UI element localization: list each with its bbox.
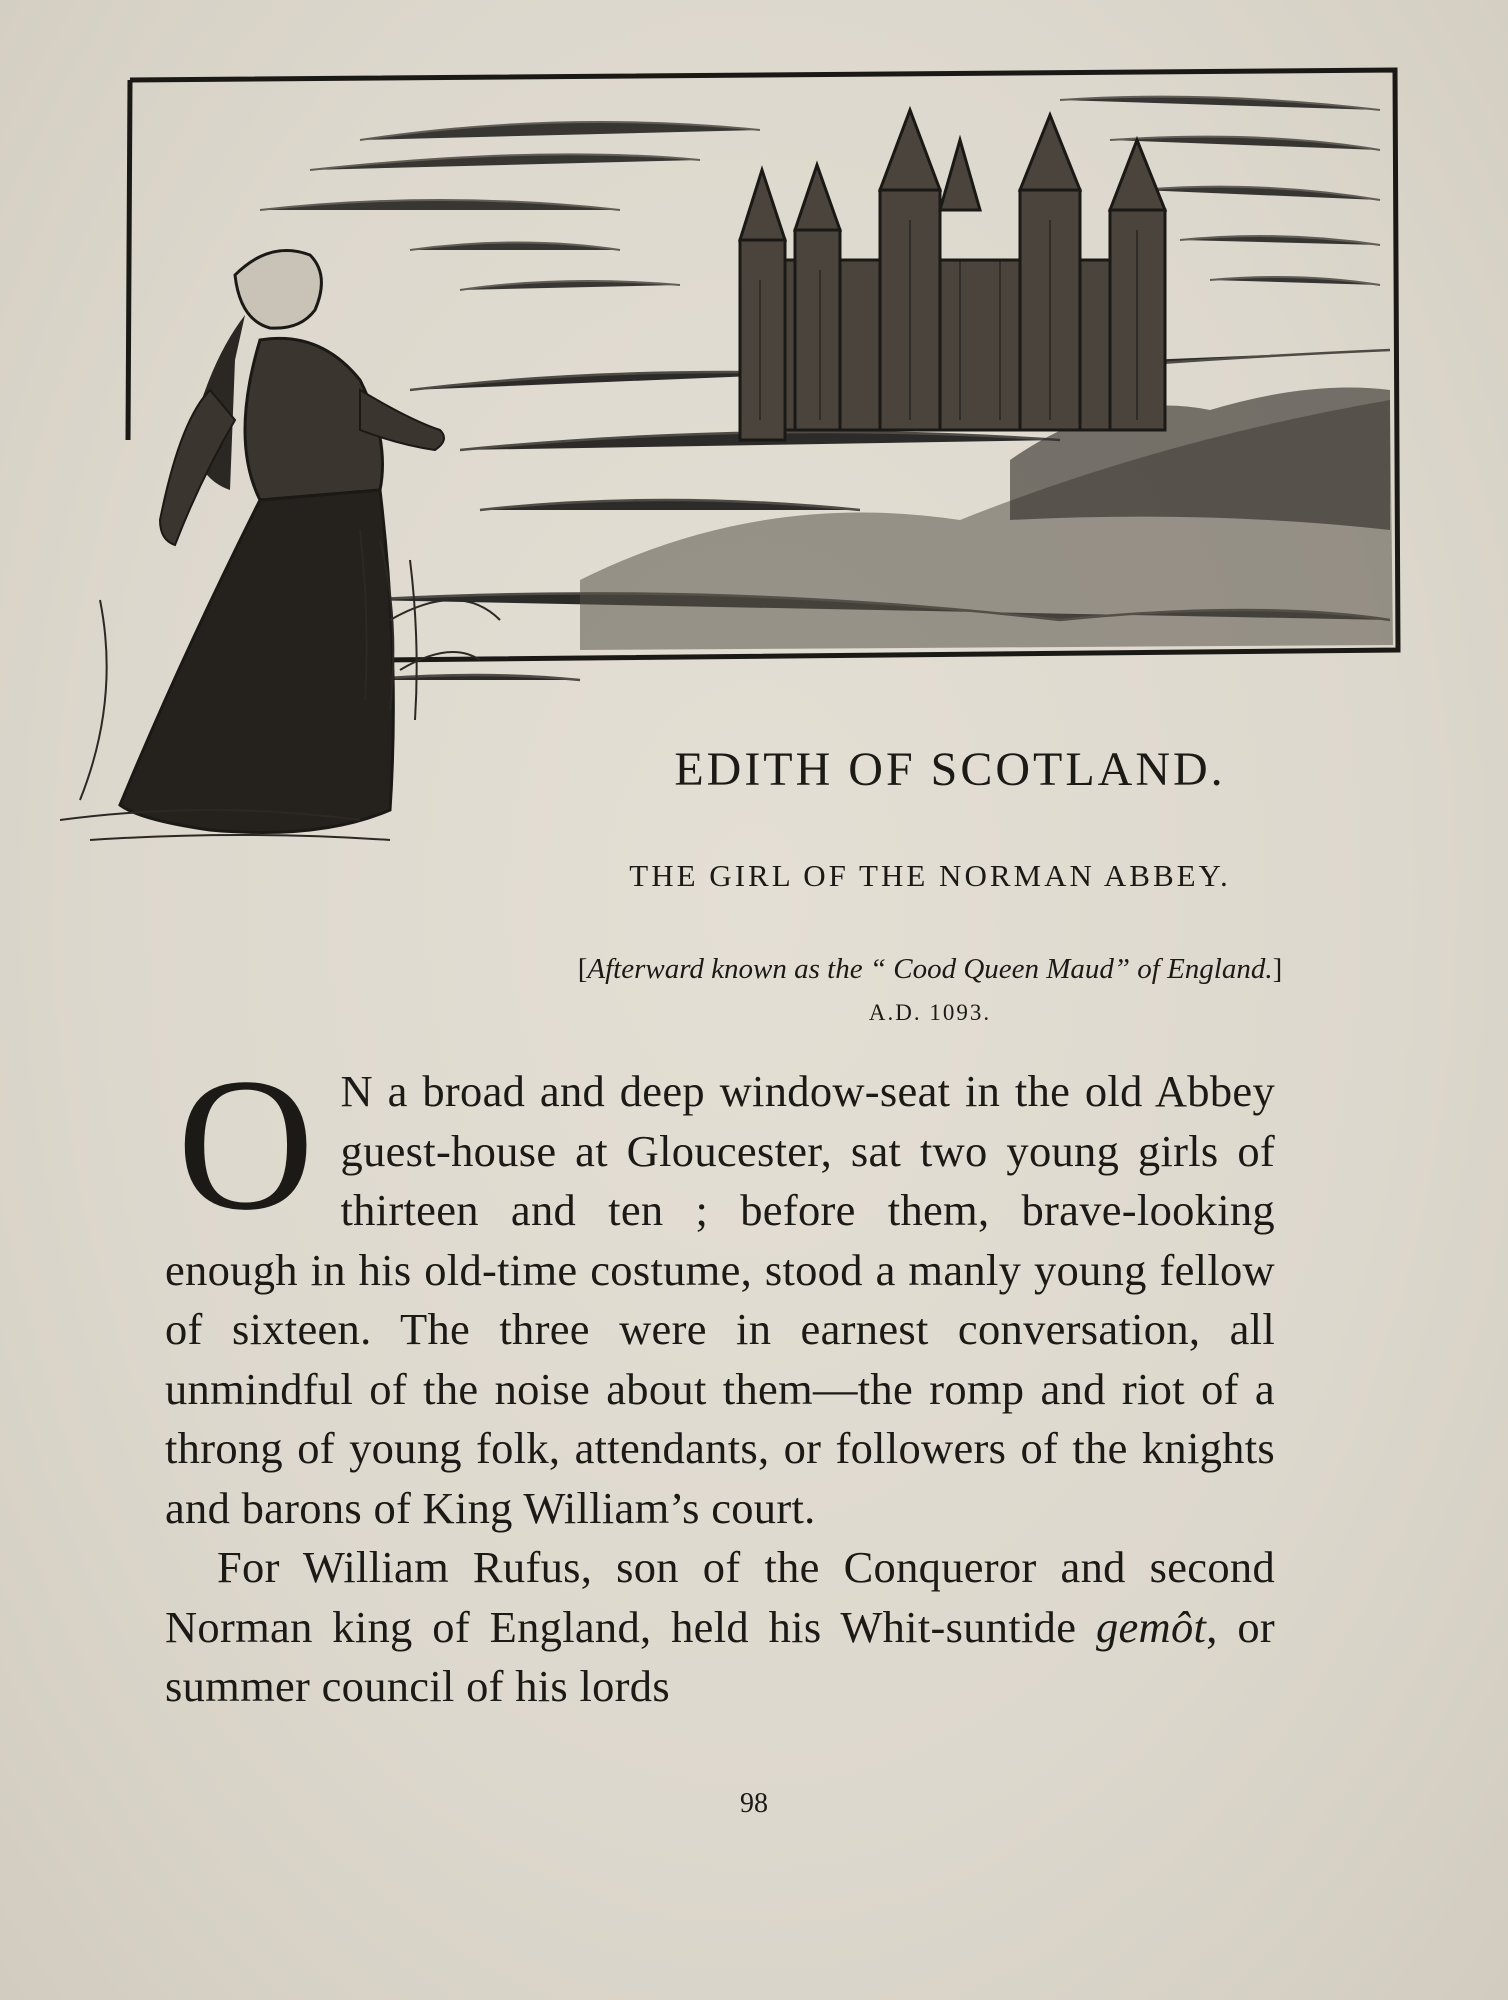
note-italic-text: Afterward known as the “ Cood Queen Maud” of England. <box>587 953 1273 985</box>
bracket-note <box>560 948 1300 1034</box>
note-date: A.D. 1093. <box>868 1000 992 1025</box>
paragraph-2-text-a: For William Rufus, son of the Conqueror and second Norman king of England, held his Whit-suntide <box>165 1542 1275 1652</box>
note-close-bracket: ] <box>1272 953 1283 985</box>
body-text <box>165 1040 1275 1717</box>
paragraph-2-italic: gemôt <box>1095 1601 1207 1652</box>
paragraph-2 <box>165 1538 1275 1717</box>
drop-cap: O <box>177 1040 315 1250</box>
paragraph-1 <box>165 1040 1275 1538</box>
paragraph-2-text-b: , or summer council of his lords <box>165 1601 1275 1711</box>
note-open-bracket: [ <box>577 953 588 985</box>
paragraph-1-text: N a broad and deep window-seat in the old Abbey guest-house at Gloucester, sat two young girls of thirteen and ten ; before them, brave-looking enough in his old-time costume, stood a manly young fellow of sixteen. The three were in earnest conversation, all unmindful of the noise about them—the romp and riot of a throng of young folk, attendants, or followers of the knights and barons of King William’s court. <box>165 1066 1275 1533</box>
page-number: 98 <box>740 1788 768 1819</box>
chapter-subtitle: THE GIRL OF THE NORMAN ABBEY. <box>629 858 1231 893</box>
page-title: EDITH OF SCOTLAND. <box>674 743 1226 796</box>
